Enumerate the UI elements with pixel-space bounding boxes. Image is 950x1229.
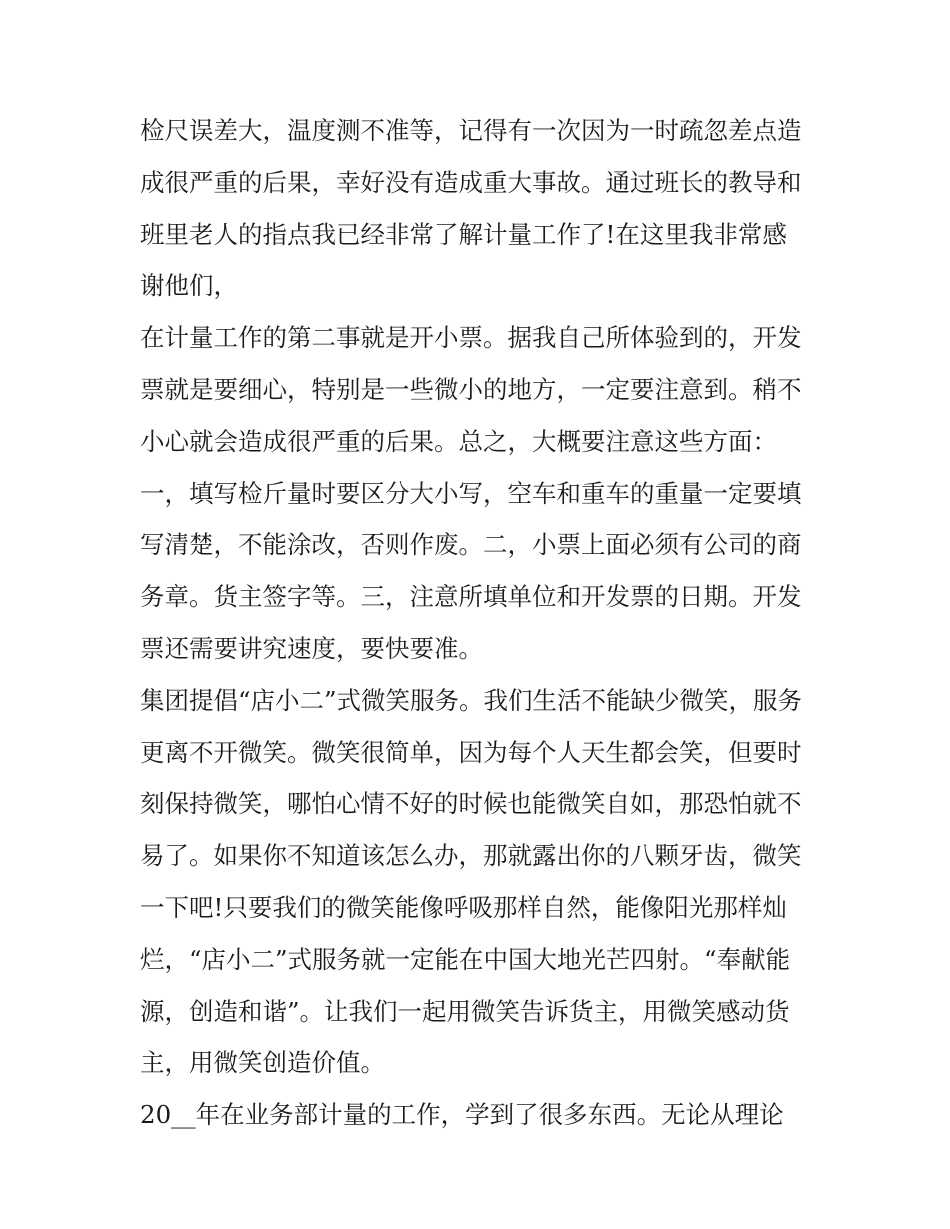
text-line-20: 20__年在业务部计量的工作，学到了很多东西。无论从理论 xyxy=(140,1100,784,1130)
text-line-13: 更离不开微笑。微笑很简单，因为每个人天生都会笑，但要时 xyxy=(140,737,802,767)
text-line-11: 票还需要讲究速度，要快要准。 xyxy=(140,633,483,663)
text-line-14: 刻保持微笑，哪怕心情不好的时候也能微笑自如，那恐怕就不 xyxy=(140,789,802,819)
text-line-3: 班里老人的指点我已经非常了解计量工作了!在这里我非常感 xyxy=(140,219,787,249)
body-text xyxy=(140,105,820,1141)
text-line-10: 务章。货主签字等。三，注意所填单位和开发票的日期。开发 xyxy=(140,582,802,612)
text-line-16: 一下吧!只要我们的微笑能像呼吸那样自然，能像阳光那样灿 xyxy=(140,892,787,922)
text-line-12: 集团提倡“店小二”式微笑服务。我们生活不能缺少微笑，服务 xyxy=(140,685,803,715)
text-line-7: 小心就会造成很严重的后果。总之，大概要注意这些方面： xyxy=(140,426,777,456)
text-line-15: 易了。如果你不知道该怎么办，那就露出你的八颗牙齿，微笑 xyxy=(140,841,802,871)
text-line-18: 源，创造和谐”。让我们一起用微笑告诉货主，用微笑感动货 xyxy=(140,996,790,1026)
text-line-8: 一，填写检斤量时要区分大小写，空车和重车的重量一定要填 xyxy=(140,478,802,508)
text-line-4: 谢他们， xyxy=(140,271,238,301)
text-line-5: 在计量工作的第二事就是开小票。据我自己所体验到的，开发 xyxy=(140,323,802,353)
text-line-19: 主，用微笑创造价值。 xyxy=(140,1048,385,1078)
text-line-17: 烂，“店小二”式服务就一定能在中国大地光芒四射。“奉献能 xyxy=(140,944,791,974)
text-line-2: 成很严重的后果，幸好没有造成重大事故。通过班长的教导和 xyxy=(140,167,802,197)
text-line-9: 写清楚，不能涂改，否则作废。二，小票上面必须有公司的商 xyxy=(140,530,802,560)
text-line-6: 票就是要细心，特别是一些微小的地方，一定要注意到。稍不 xyxy=(140,374,802,404)
text-line-1: 检尺误差大，温度测不准等，记得有一次因为一时疏忽差点造 xyxy=(140,116,802,145)
